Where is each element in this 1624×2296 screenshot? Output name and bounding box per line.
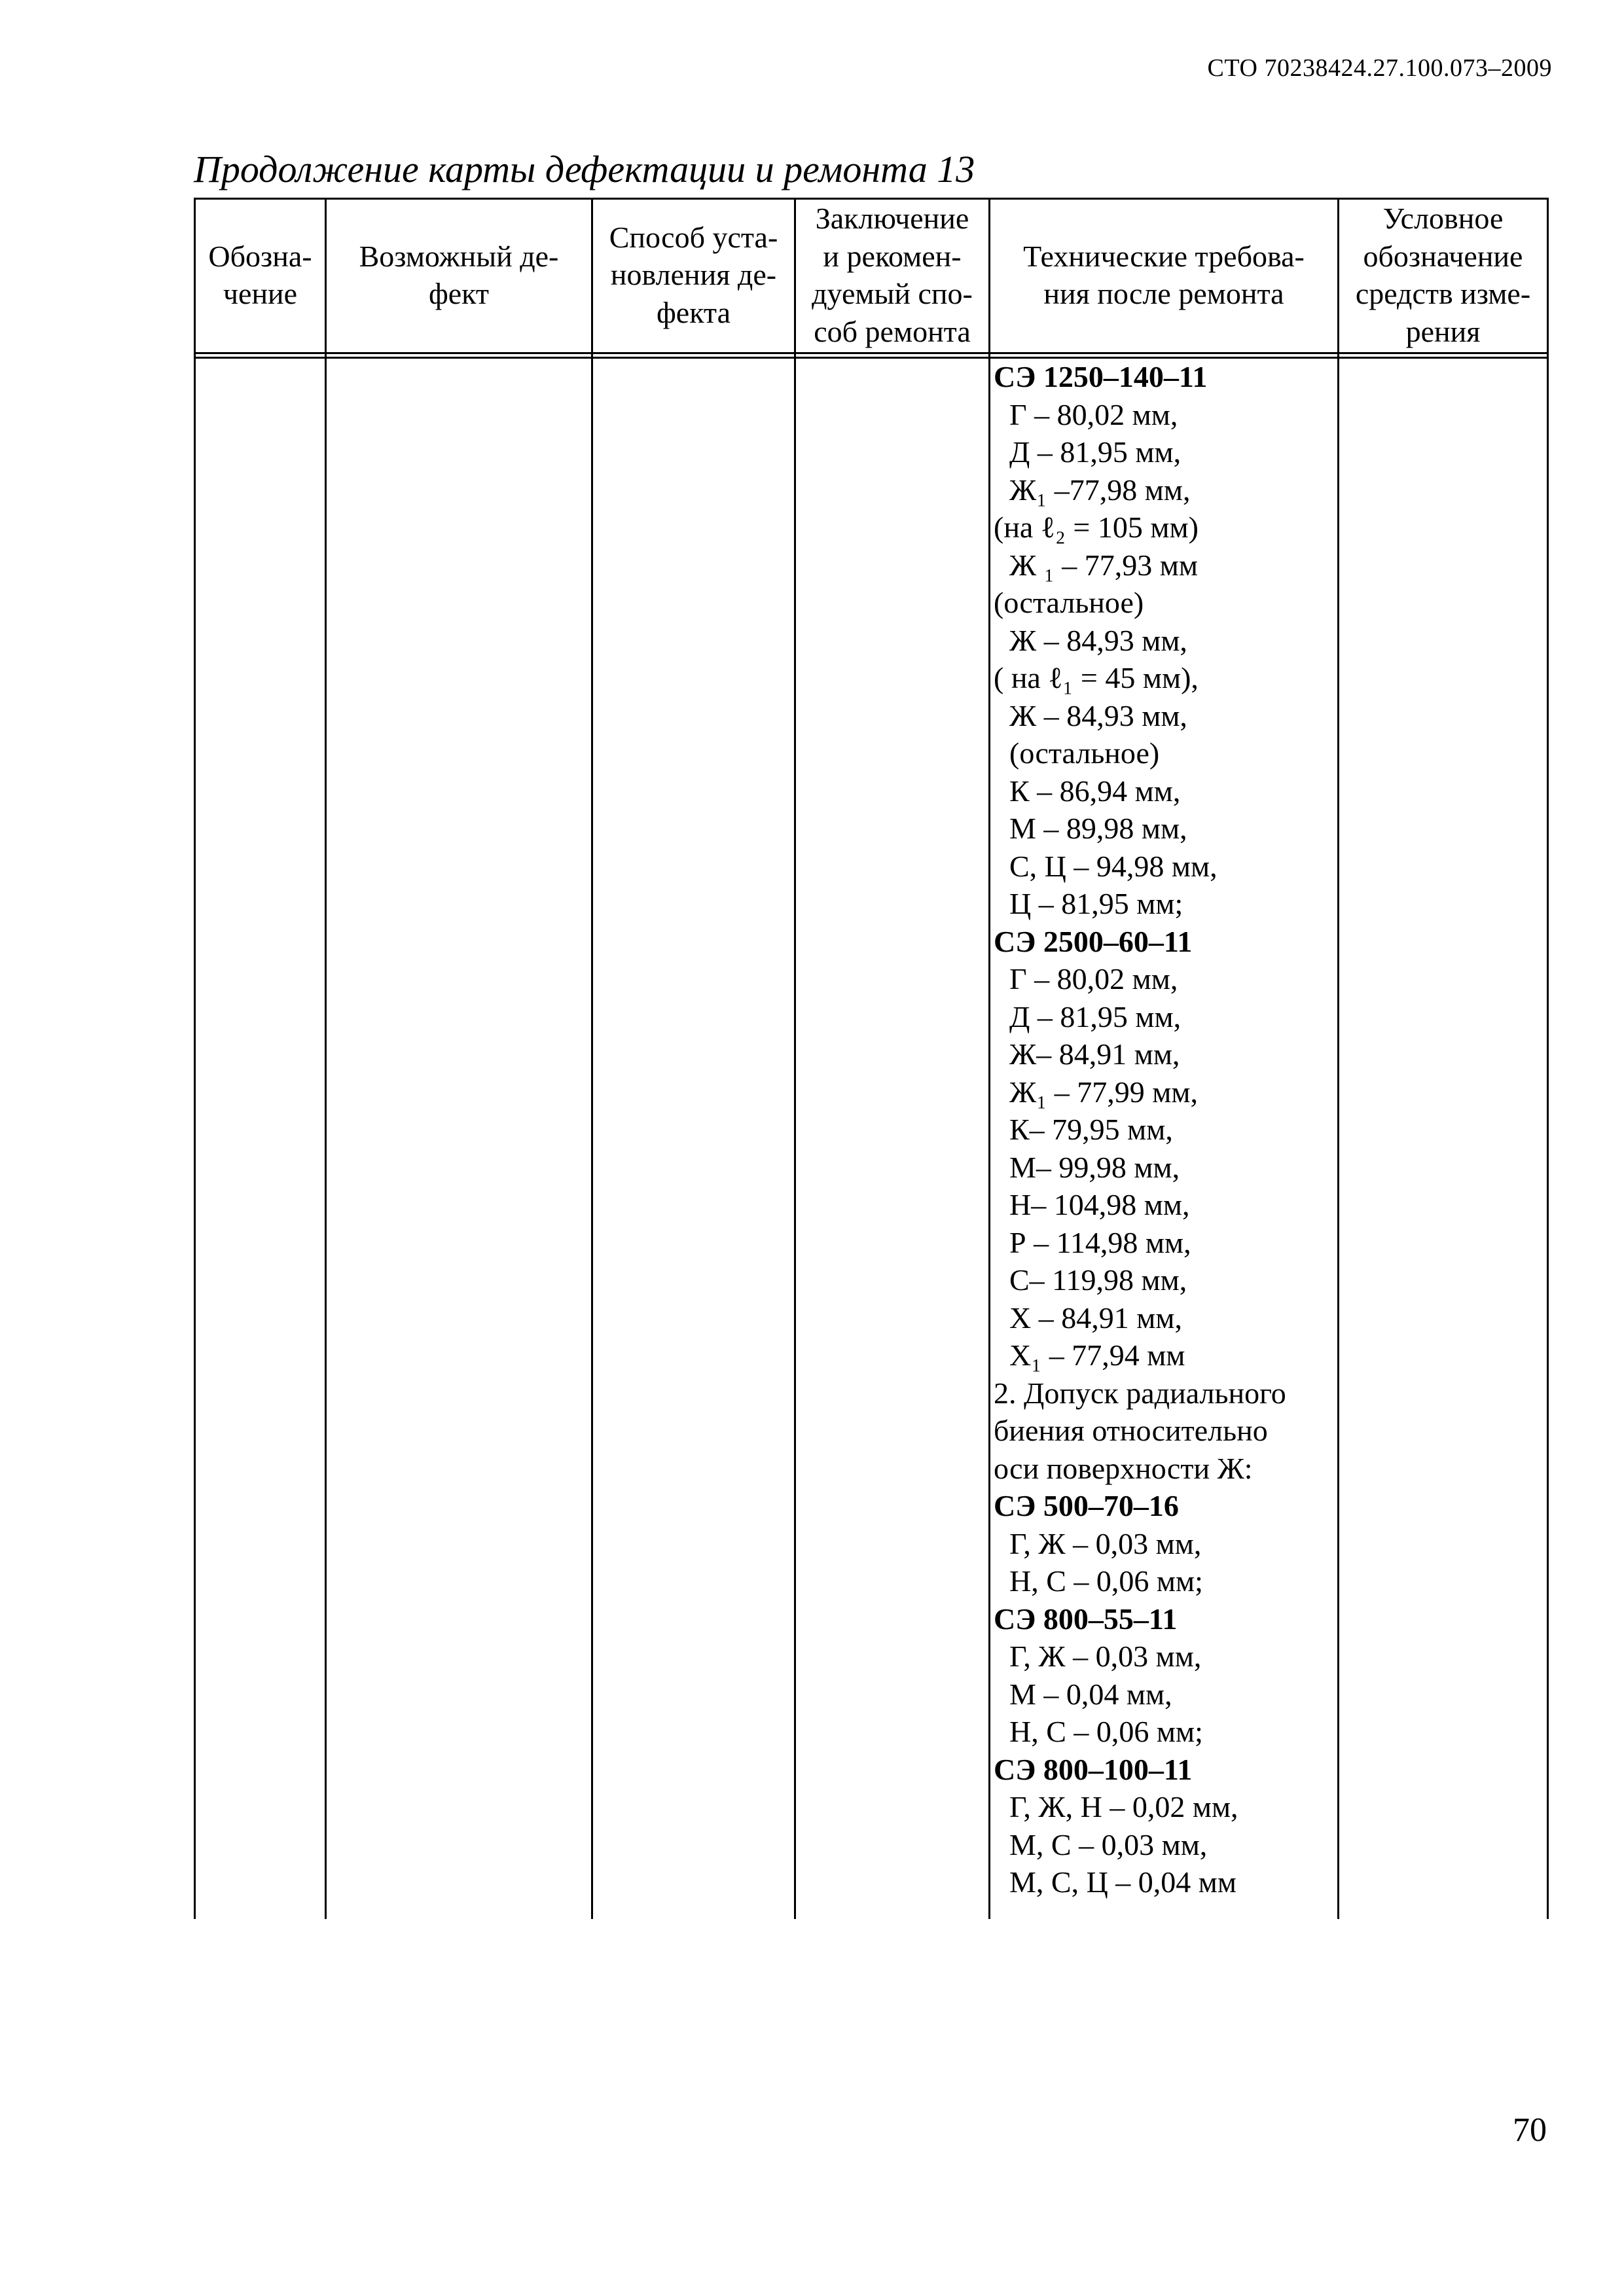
column-border-5 (1337, 198, 1339, 1919)
tech-requirement-line: Ж – 84,93 мм, (1009, 698, 1187, 732)
tech-requirement-line: Д – 81,95 мм, (1009, 435, 1182, 469)
tech-requirement-line: Р – 114,98 мм, (1009, 1225, 1191, 1259)
tech-requirement-heading: СЭ 800–55–11 (994, 1602, 1178, 1636)
tech-requirement-line: Ж – 84,93 мм, (1009, 623, 1187, 657)
column-border-3 (794, 198, 796, 1919)
tech-requirement-heading: СЭ 500–70–16 (994, 1489, 1179, 1522)
header-possible-defect (327, 198, 591, 352)
header-separator-upper (194, 352, 1549, 354)
tech-requirement-line: (на ℓ₂ = 105 мм) (994, 511, 1199, 544)
column-border-left (194, 198, 196, 1919)
tech-requirement-line: Ц – 81,95 мм; (1009, 887, 1183, 920)
tech-requirement-heading: СЭ 1250–140–11 (994, 360, 1208, 393)
header-line: Обозна- (208, 239, 312, 273)
column-border-4 (988, 198, 990, 1919)
tech-requirement-line: С, Ц – 94,98 мм, (1009, 849, 1218, 883)
tech-requirement-line: оси поверхности Ж: (994, 1451, 1253, 1485)
tech-requirements-cell (994, 358, 1334, 1901)
tech-requirement-line: (остальное) (1009, 736, 1160, 770)
tech-requirement-line: Г, Ж – 0,03 мм, (1009, 1526, 1202, 1560)
header-line: соб ремонта (814, 314, 971, 348)
tech-requirement-line: Г – 80,02 мм, (1009, 962, 1178, 996)
defect-table (194, 198, 1549, 1919)
tech-requirement-line: (остальное) (994, 586, 1144, 619)
header-line: ния после ремонта (1043, 277, 1284, 310)
tech-requirement-heading: СЭ 800–100–11 (994, 1752, 1193, 1786)
column-border-right (1547, 198, 1549, 1919)
tech-requirement-line: Г, Ж, Н – 0,02 мм, (1009, 1790, 1238, 1823)
tech-requirement-heading: СЭ 2500–60–11 (994, 924, 1193, 958)
table-caption: Продолжение карты дефектации и ремонта 13 (194, 148, 975, 190)
tech-requirement-line: Ж₁ –77,98 мм, (1009, 473, 1191, 507)
header-designation (196, 198, 325, 352)
tech-requirement-line: Н, С – 0,06 мм; (1009, 1715, 1203, 1748)
column-border-1 (325, 198, 327, 1919)
tech-requirement-line: Ж ₁ – 77,93 мм (1009, 548, 1198, 582)
header-measuring-tools (1339, 198, 1547, 352)
tech-requirement-line: М – 89,98 мм, (1009, 812, 1187, 845)
tech-requirement-line: Н– 104,98 мм, (1009, 1188, 1190, 1221)
tech-requirement-line: К – 86,94 мм, (1009, 774, 1181, 808)
tech-requirement-line: Д – 81,95 мм, (1009, 999, 1182, 1033)
tech-requirement-line: Ж₁ – 77,99 мм, (1009, 1075, 1198, 1109)
tech-requirement-line: М, С, Ц – 0,04 мм (1009, 1865, 1237, 1899)
tech-requirement-line: Х – 84,91 мм, (1009, 1300, 1182, 1335)
tech-requirement-line: К– 79,95 мм, (1009, 1113, 1173, 1146)
header-line: и рекомен- (823, 239, 962, 273)
header-line: фект (428, 277, 490, 310)
column-border-2 (591, 198, 593, 1919)
header-line: чение (223, 277, 298, 310)
header-line: фекта (656, 295, 731, 329)
header-separator-lower (194, 357, 1549, 359)
header-line: Способ уста- (609, 220, 778, 254)
tech-requirement-line: Ж– 84,91 мм, (1009, 1037, 1180, 1071)
header-detection-method (593, 198, 794, 352)
tech-requirement-line: С– 119,98 мм, (1009, 1263, 1187, 1297)
tech-requirement-line: М – 0,04 мм, (1009, 1677, 1172, 1711)
header-line: дуемый спо- (812, 277, 973, 310)
header-line: Заключение (815, 202, 969, 235)
tech-requirement-line: Х₁ – 77,94 мм (1009, 1338, 1185, 1372)
header-technical-requirements (990, 198, 1337, 352)
header-line: Условное (1382, 202, 1504, 235)
tech-requirement-line: М, С – 0,03 мм, (1009, 1827, 1208, 1861)
tech-requirement-line: биения относительно (994, 1414, 1268, 1447)
page-number: 70 (1513, 2111, 1547, 2149)
header-line: новления де- (610, 258, 777, 292)
header-line: обозначение (1363, 239, 1523, 273)
header-conclusion-repair (796, 198, 988, 352)
header-line: Технические требова- (1023, 239, 1305, 273)
tech-requirement-line: ( на ℓ₁ = 45 мм), (994, 661, 1199, 694)
tech-requirement-line: Н, С – 0,06 мм; (1009, 1564, 1203, 1598)
header-line: Возможный де- (359, 239, 559, 273)
document-code: СТО 70238424.27.100.073–2009 (1207, 54, 1552, 82)
tech-requirement-line: Г – 80,02 мм, (1009, 397, 1178, 431)
tech-requirement-line: 2. Допуск радиального (994, 1376, 1286, 1410)
tech-requirement-line: Г, Ж – 0,03 мм, (1009, 1640, 1202, 1673)
tech-requirement-line: М– 99,98 мм, (1009, 1150, 1180, 1184)
header-line: средств изме- (1355, 277, 1531, 310)
header-line: рения (1405, 314, 1481, 348)
